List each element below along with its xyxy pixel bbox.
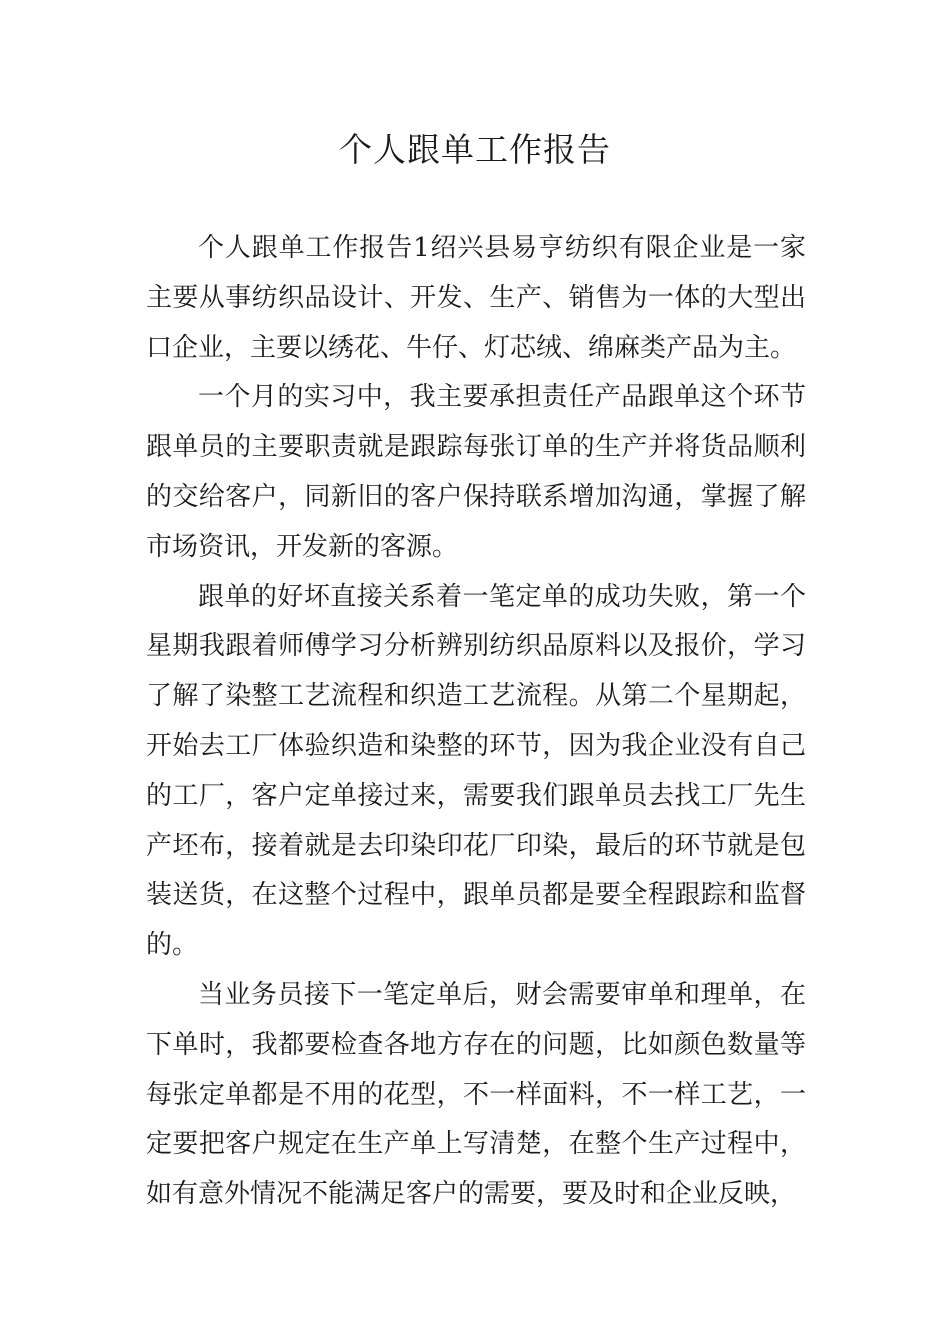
document-body bbox=[146, 224, 806, 1220]
paragraph-1: 个人跟单工作报告1绍兴县易亨纺织有限企业是一家主要从事纺织品设计、开发、生产、销售为一体的大型出口企业，主要以绣花、牛仔、灯芯绒、绵麻类产品为主。 bbox=[146, 233, 806, 363]
document-title: 个人跟单工作报告 bbox=[339, 130, 611, 169]
paragraph-2: 一个月的实习中，我主要承担责任产品跟单这个环节跟单员的主要职责就是跟踪每张订单的生产并将货品顺利的交给客户，同新旧的客户保持联系增加沟通，掌握了解市场资讯，开发新的客源。 bbox=[146, 382, 806, 562]
paragraph-4: 当业务员接下一笔定单后，财会需要审单和理单，在下单时，我都要检查各地方存在的问题，比如颜色数量等每张定单都是不用的花型，不一样面料，不一样工艺，一定要把客户规定在生产单上写清楚，在整个生产过程中，如有意外情况不能满足客户的需要，要及时和企业反映， bbox=[146, 979, 806, 1210]
paragraph-3: 跟单的好坏直接关系着一笔定单的成功失败，第一个星期我跟着师傅学习分析辨别纺织品原料以及报价，学习了解了染整工艺流程和织造工艺流程。从第二个星期起，开始去工厂体验织造和染整的环节，因为我企业没有自己的工厂，客户定单接过来，需要我们跟单员去找工厂先生产坯布，接着就是去印染印花厂印染，最后的环节就是包装送货，在这整个过程中，跟单员都是要全程跟踪和监督的。 bbox=[146, 581, 806, 961]
